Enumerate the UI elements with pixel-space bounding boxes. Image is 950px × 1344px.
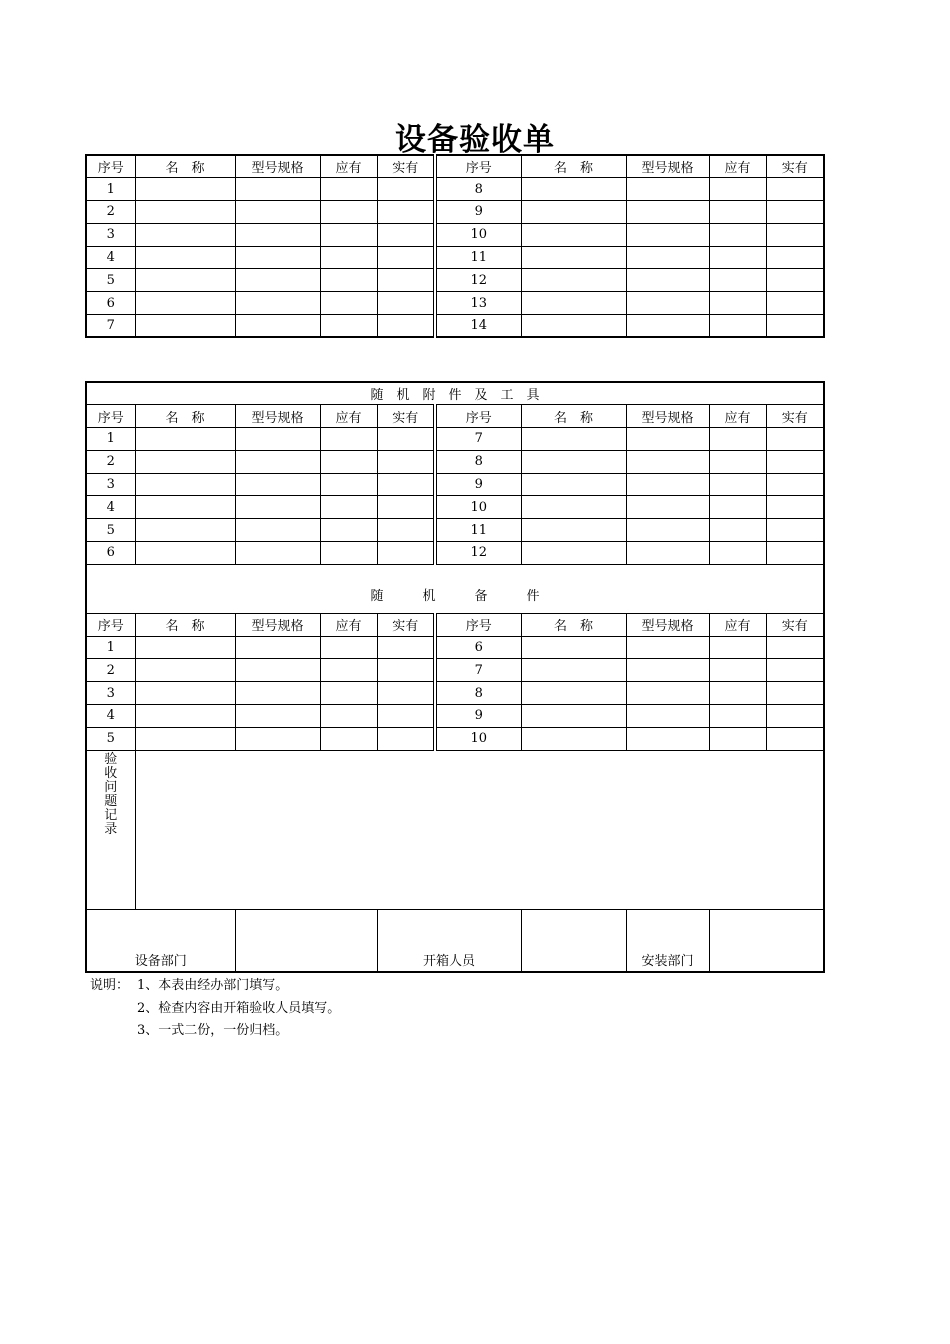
col-seq: 序号 bbox=[86, 155, 135, 178]
col-actual: 实有 bbox=[377, 405, 435, 428]
actual-cell[interactable] bbox=[766, 178, 824, 201]
should-have-cell[interactable] bbox=[709, 496, 766, 519]
should-have-cell[interactable] bbox=[320, 705, 377, 728]
should-have-cell[interactable] bbox=[320, 682, 377, 705]
actual-cell[interactable] bbox=[766, 450, 824, 473]
actual-cell[interactable] bbox=[377, 201, 435, 224]
col-should-have: 应有 bbox=[709, 405, 766, 428]
table-row bbox=[86, 223, 824, 246]
should-have-cell[interactable] bbox=[709, 246, 766, 269]
row-seq: 5 bbox=[86, 727, 135, 750]
row-seq: 8 bbox=[435, 682, 521, 705]
should-have-cell[interactable] bbox=[709, 201, 766, 224]
actual-cell[interactable] bbox=[766, 223, 824, 246]
should-have-cell[interactable] bbox=[320, 269, 377, 292]
actual-cell[interactable] bbox=[377, 246, 435, 269]
col-model: 型号规格 bbox=[235, 613, 320, 636]
model-cell[interactable] bbox=[626, 705, 709, 728]
model-cell[interactable] bbox=[626, 246, 709, 269]
name-cell[interactable] bbox=[135, 542, 235, 565]
row-seq: 10 bbox=[435, 496, 521, 519]
col-should-have: 应有 bbox=[320, 405, 377, 428]
model-cell[interactable] bbox=[626, 473, 709, 496]
should-have-cell[interactable] bbox=[709, 659, 766, 682]
model-cell[interactable] bbox=[235, 519, 320, 542]
name-cell[interactable] bbox=[135, 473, 235, 496]
header-row bbox=[86, 155, 824, 178]
actual-cell[interactable] bbox=[377, 542, 435, 565]
row-seq: 6 bbox=[435, 636, 521, 659]
table-row bbox=[86, 659, 824, 682]
notes-label: 说明： bbox=[90, 978, 130, 993]
table-row bbox=[86, 178, 824, 201]
actual-cell[interactable] bbox=[377, 659, 435, 682]
actual-cell[interactable] bbox=[377, 450, 435, 473]
actual-cell[interactable] bbox=[766, 519, 824, 542]
name-cell[interactable] bbox=[521, 201, 626, 224]
table-row bbox=[86, 727, 824, 750]
unpacking-staff-label: 开箱人员 bbox=[377, 909, 521, 972]
name-cell[interactable] bbox=[135, 450, 235, 473]
col-should-have: 应有 bbox=[320, 155, 377, 178]
name-cell[interactable] bbox=[135, 519, 235, 542]
name-cell[interactable] bbox=[521, 727, 626, 750]
should-have-cell[interactable] bbox=[709, 542, 766, 565]
table-row bbox=[86, 450, 824, 473]
should-have-cell[interactable] bbox=[320, 292, 377, 315]
should-have-cell[interactable] bbox=[709, 315, 766, 338]
col-seq: 序号 bbox=[86, 613, 135, 636]
model-cell[interactable] bbox=[626, 496, 709, 519]
should-have-cell[interactable] bbox=[320, 636, 377, 659]
col-model: 型号规格 bbox=[626, 405, 709, 428]
col-seq: 序号 bbox=[435, 405, 521, 428]
name-cell[interactable] bbox=[135, 292, 235, 315]
row-seq: 3 bbox=[86, 223, 135, 246]
should-have-cell[interactable] bbox=[709, 223, 766, 246]
should-have-cell[interactable] bbox=[320, 201, 377, 224]
equipment-dept-label: 设备部门 bbox=[86, 909, 235, 972]
actual-cell[interactable] bbox=[377, 473, 435, 496]
row-seq: 10 bbox=[435, 727, 521, 750]
row-seq: 7 bbox=[435, 659, 521, 682]
should-have-cell[interactable] bbox=[320, 223, 377, 246]
row-seq: 2 bbox=[86, 450, 135, 473]
row-seq: 10 bbox=[435, 223, 521, 246]
row-seq: 8 bbox=[435, 450, 521, 473]
actual-cell[interactable] bbox=[766, 292, 824, 315]
name-cell[interactable] bbox=[135, 246, 235, 269]
col-name: 名 称 bbox=[135, 155, 235, 178]
should-have-cell[interactable] bbox=[709, 705, 766, 728]
name-cell[interactable] bbox=[521, 542, 626, 565]
row-seq: 4 bbox=[86, 496, 135, 519]
table-row bbox=[86, 496, 824, 519]
table-row bbox=[86, 705, 824, 728]
model-cell[interactable] bbox=[626, 727, 709, 750]
table-row bbox=[86, 246, 824, 269]
table-row bbox=[86, 201, 824, 224]
model-cell[interactable] bbox=[235, 269, 320, 292]
name-cell[interactable] bbox=[135, 269, 235, 292]
model-cell[interactable] bbox=[235, 727, 320, 750]
row-seq: 11 bbox=[435, 246, 521, 269]
actual-cell[interactable] bbox=[377, 315, 435, 338]
model-cell[interactable] bbox=[235, 450, 320, 473]
actual-cell[interactable] bbox=[377, 705, 435, 728]
actual-cell[interactable] bbox=[377, 519, 435, 542]
should-have-cell[interactable] bbox=[320, 473, 377, 496]
should-have-cell[interactable] bbox=[320, 178, 377, 201]
table-row bbox=[86, 542, 824, 565]
actual-cell[interactable] bbox=[766, 727, 824, 750]
actual-cell[interactable] bbox=[766, 496, 824, 519]
row-seq: 1 bbox=[86, 178, 135, 201]
notes bbox=[90, 975, 340, 1043]
should-have-cell[interactable] bbox=[709, 428, 766, 451]
actual-cell[interactable] bbox=[766, 201, 824, 224]
model-cell[interactable] bbox=[235, 473, 320, 496]
col-name: 名 称 bbox=[135, 613, 235, 636]
spare-parts-section-title: 随 机 备 件 bbox=[86, 564, 824, 613]
equipment-table bbox=[85, 154, 825, 338]
note-line-3: 3、一式二份，一份归档。 bbox=[137, 1023, 289, 1038]
name-cell[interactable] bbox=[135, 223, 235, 246]
name-cell[interactable] bbox=[135, 315, 235, 338]
table-row bbox=[86, 636, 824, 659]
accessories-table bbox=[85, 381, 825, 973]
name-cell[interactable] bbox=[521, 682, 626, 705]
model-cell[interactable] bbox=[235, 496, 320, 519]
col-name: 名 称 bbox=[521, 405, 626, 428]
row-seq: 1 bbox=[86, 428, 135, 451]
row-seq: 9 bbox=[435, 473, 521, 496]
should-have-cell[interactable] bbox=[709, 682, 766, 705]
model-cell[interactable] bbox=[235, 542, 320, 565]
should-have-cell[interactable] bbox=[709, 178, 766, 201]
name-cell[interactable] bbox=[521, 659, 626, 682]
name-cell[interactable] bbox=[521, 496, 626, 519]
col-should-have: 应有 bbox=[320, 613, 377, 636]
table-row bbox=[86, 269, 824, 292]
table-row bbox=[86, 473, 824, 496]
model-cell[interactable] bbox=[235, 223, 320, 246]
actual-cell[interactable] bbox=[377, 292, 435, 315]
row-seq: 14 bbox=[435, 315, 521, 338]
model-cell[interactable] bbox=[626, 201, 709, 224]
note-line-1: 1、本表由经办部门填写。 bbox=[137, 978, 289, 993]
should-have-cell[interactable] bbox=[709, 269, 766, 292]
header-row bbox=[86, 405, 824, 428]
header-row bbox=[86, 613, 824, 636]
name-cell[interactable] bbox=[521, 519, 626, 542]
name-cell[interactable] bbox=[521, 246, 626, 269]
name-cell[interactable] bbox=[135, 428, 235, 451]
actual-cell[interactable] bbox=[766, 636, 824, 659]
should-have-cell[interactable] bbox=[709, 450, 766, 473]
model-cell[interactable] bbox=[626, 223, 709, 246]
model-cell[interactable] bbox=[235, 659, 320, 682]
table-row bbox=[86, 292, 824, 315]
model-cell[interactable] bbox=[626, 269, 709, 292]
row-seq: 4 bbox=[86, 246, 135, 269]
note-line-2: 2、检查内容由开箱验收人员填写。 bbox=[137, 1000, 341, 1016]
should-have-cell[interactable] bbox=[320, 246, 377, 269]
unpacking-staff-signature-field[interactable] bbox=[521, 909, 626, 972]
actual-cell[interactable] bbox=[766, 542, 824, 565]
row-seq: 12 bbox=[435, 269, 521, 292]
name-cell[interactable] bbox=[521, 450, 626, 473]
should-have-cell[interactable] bbox=[709, 636, 766, 659]
actual-cell[interactable] bbox=[377, 269, 435, 292]
row-seq: 13 bbox=[435, 292, 521, 315]
row-seq: 7 bbox=[86, 315, 135, 338]
model-cell[interactable] bbox=[626, 636, 709, 659]
actual-cell[interactable] bbox=[766, 246, 824, 269]
actual-cell[interactable] bbox=[377, 178, 435, 201]
row-seq: 1 bbox=[86, 636, 135, 659]
row-seq: 2 bbox=[86, 201, 135, 224]
actual-cell[interactable] bbox=[766, 682, 824, 705]
col-model: 型号规格 bbox=[235, 405, 320, 428]
actual-cell[interactable] bbox=[766, 315, 824, 338]
name-cell[interactable] bbox=[521, 269, 626, 292]
model-cell[interactable] bbox=[235, 201, 320, 224]
name-cell[interactable] bbox=[135, 496, 235, 519]
actual-cell[interactable] bbox=[766, 269, 824, 292]
name-cell[interactable] bbox=[521, 178, 626, 201]
name-cell[interactable] bbox=[135, 659, 235, 682]
model-cell[interactable] bbox=[235, 705, 320, 728]
col-model: 型号规格 bbox=[235, 155, 320, 178]
should-have-cell[interactable] bbox=[320, 450, 377, 473]
actual-cell[interactable] bbox=[766, 428, 824, 451]
model-cell[interactable] bbox=[626, 450, 709, 473]
name-cell[interactable] bbox=[521, 315, 626, 338]
table-row bbox=[86, 682, 824, 705]
model-cell[interactable] bbox=[235, 315, 320, 338]
accessories-section-title: 随 机 附 件 及 工 具 bbox=[86, 382, 824, 405]
name-cell[interactable] bbox=[135, 705, 235, 728]
name-cell[interactable] bbox=[521, 473, 626, 496]
col-name: 名 称 bbox=[521, 613, 626, 636]
col-model: 型号规格 bbox=[626, 613, 709, 636]
actual-cell[interactable] bbox=[377, 727, 435, 750]
row-seq: 4 bbox=[86, 705, 135, 728]
should-have-cell[interactable] bbox=[709, 519, 766, 542]
actual-cell[interactable] bbox=[766, 659, 824, 682]
name-cell[interactable] bbox=[135, 636, 235, 659]
row-seq: 8 bbox=[435, 178, 521, 201]
table-row bbox=[86, 428, 824, 451]
row-seq: 9 bbox=[435, 705, 521, 728]
should-have-cell[interactable] bbox=[709, 473, 766, 496]
should-have-cell[interactable] bbox=[320, 659, 377, 682]
col-should-have: 应有 bbox=[709, 613, 766, 636]
row-seq: 3 bbox=[86, 682, 135, 705]
row-seq: 6 bbox=[86, 292, 135, 315]
name-cell[interactable] bbox=[135, 201, 235, 224]
row-seq: 11 bbox=[435, 519, 521, 542]
actual-cell[interactable] bbox=[377, 636, 435, 659]
col-model: 型号规格 bbox=[626, 155, 709, 178]
name-cell[interactable] bbox=[135, 682, 235, 705]
name-cell[interactable] bbox=[521, 223, 626, 246]
row-seq: 5 bbox=[86, 519, 135, 542]
actual-cell[interactable] bbox=[377, 682, 435, 705]
should-have-cell[interactable] bbox=[320, 519, 377, 542]
should-have-cell[interactable] bbox=[709, 727, 766, 750]
model-cell[interactable] bbox=[626, 178, 709, 201]
model-cell[interactable] bbox=[626, 315, 709, 338]
col-should-have: 应有 bbox=[709, 155, 766, 178]
should-have-cell[interactable] bbox=[320, 496, 377, 519]
row-seq: 6 bbox=[86, 542, 135, 565]
col-name: 名 称 bbox=[521, 155, 626, 178]
col-actual: 实有 bbox=[766, 405, 824, 428]
model-cell[interactable] bbox=[626, 682, 709, 705]
name-cell[interactable] bbox=[135, 178, 235, 201]
row-seq: 5 bbox=[86, 269, 135, 292]
name-cell[interactable] bbox=[521, 428, 626, 451]
signature-row bbox=[86, 909, 824, 972]
col-seq: 序号 bbox=[435, 613, 521, 636]
col-actual: 实有 bbox=[377, 155, 435, 178]
row-seq: 2 bbox=[86, 659, 135, 682]
model-cell[interactable] bbox=[626, 519, 709, 542]
col-name: 名 称 bbox=[135, 405, 235, 428]
name-cell[interactable] bbox=[521, 292, 626, 315]
problem-record-field[interactable] bbox=[135, 750, 824, 909]
col-seq: 序号 bbox=[435, 155, 521, 178]
row-seq: 12 bbox=[435, 542, 521, 565]
model-cell[interactable] bbox=[626, 542, 709, 565]
col-seq: 序号 bbox=[86, 405, 135, 428]
equipment-dept-signature-field[interactable] bbox=[235, 909, 377, 972]
model-cell[interactable] bbox=[235, 636, 320, 659]
name-cell[interactable] bbox=[135, 727, 235, 750]
installation-dept-label: 安装部门 bbox=[626, 909, 709, 972]
model-cell[interactable] bbox=[235, 292, 320, 315]
model-cell[interactable] bbox=[626, 659, 709, 682]
actual-cell[interactable] bbox=[377, 223, 435, 246]
should-have-cell[interactable] bbox=[320, 542, 377, 565]
model-cell[interactable] bbox=[235, 246, 320, 269]
row-seq: 3 bbox=[86, 473, 135, 496]
table-row bbox=[86, 315, 824, 338]
actual-cell[interactable] bbox=[766, 473, 824, 496]
name-cell[interactable] bbox=[521, 636, 626, 659]
actual-cell[interactable] bbox=[377, 428, 435, 451]
row-seq: 9 bbox=[435, 201, 521, 224]
problem-record-label: 验 收 问 题 记 录 bbox=[86, 750, 135, 909]
table-row bbox=[86, 519, 824, 542]
model-cell[interactable] bbox=[235, 178, 320, 201]
model-cell[interactable] bbox=[235, 682, 320, 705]
should-have-cell[interactable] bbox=[320, 428, 377, 451]
should-have-cell[interactable] bbox=[709, 292, 766, 315]
page-title: 设备验收单 bbox=[395, 122, 555, 158]
model-cell[interactable] bbox=[626, 428, 709, 451]
col-actual: 实有 bbox=[766, 613, 824, 636]
model-cell[interactable] bbox=[626, 292, 709, 315]
actual-cell[interactable] bbox=[377, 496, 435, 519]
name-cell[interactable] bbox=[521, 705, 626, 728]
model-cell[interactable] bbox=[235, 428, 320, 451]
should-have-cell[interactable] bbox=[320, 315, 377, 338]
actual-cell[interactable] bbox=[766, 705, 824, 728]
col-actual: 实有 bbox=[377, 613, 435, 636]
should-have-cell[interactable] bbox=[320, 727, 377, 750]
installation-dept-signature-field[interactable] bbox=[709, 909, 824, 972]
row-seq: 7 bbox=[435, 428, 521, 451]
col-actual: 实有 bbox=[766, 155, 824, 178]
